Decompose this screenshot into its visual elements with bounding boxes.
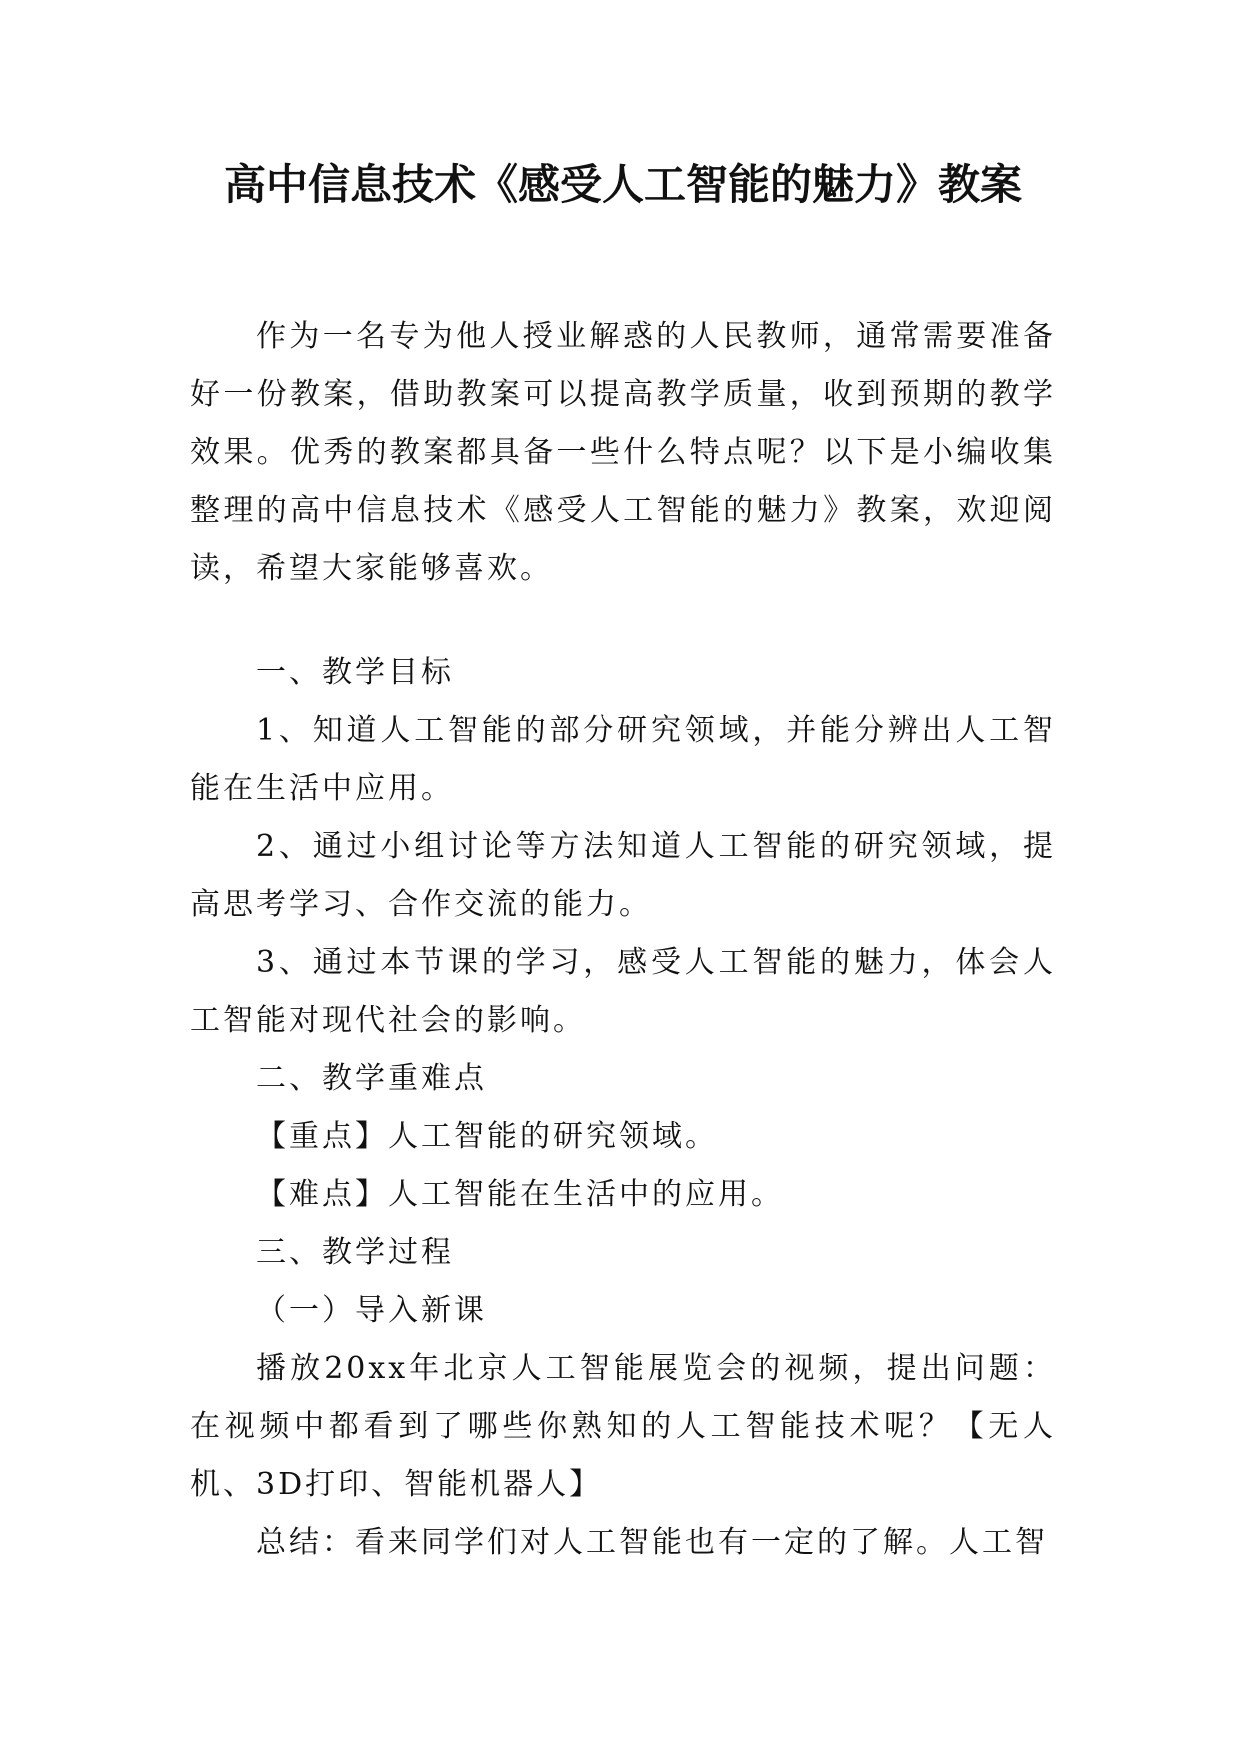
summary-paragraph: 总结：看来同学们对人工智能也有一定的了解。人工智: [256, 1525, 1048, 1560]
intro-activity-paragraph: 播放20xx年北京人工智能展览会的视频，提出问题：在视频中都看到了哪些你熟知的人工智能技术呢？【无人机、3D打印、智能机器人】: [190, 1351, 1056, 1502]
intro-paragraph: 作为一名专为他人授业解惑的人民教师，通常需要准备好一份教案，借助教案可以提高教学质量，收到预期的教学效果。优秀的教案都具备一些什么特点呢？以下是小编收集整理的高中信息技术《感受人工智能的魅力》教案，欢迎阅读，希望大家能够喜欢。: [190, 319, 1056, 586]
section-heading-objectives: 一、教学目标: [256, 655, 454, 690]
difficult-point: 【难点】人工智能在生活中的应用。: [256, 1177, 784, 1212]
objective-item-3: 3、通过本节课的学习，感受人工智能的魅力，体会人工智能对现代社会的影响。: [190, 945, 1056, 1038]
key-point: 【重点】人工智能的研究领域。: [256, 1119, 718, 1154]
objective-item-1: 1、知道人工智能的部分研究领域，并能分辨出人工智能在生活中应用。: [190, 713, 1056, 806]
subsection-heading-intro: （一）导入新课: [256, 1293, 487, 1328]
objective-item-2: 2、通过小组讨论等方法知道人工智能的研究领域，提高思考学习、合作交流的能力。: [190, 829, 1056, 922]
section-heading-process: 三、教学过程: [256, 1235, 454, 1270]
section-heading-key-points: 二、教学重难点: [256, 1061, 487, 1096]
document-title: 高中信息技术《感受人工智能的魅力》教案: [223, 160, 1022, 209]
